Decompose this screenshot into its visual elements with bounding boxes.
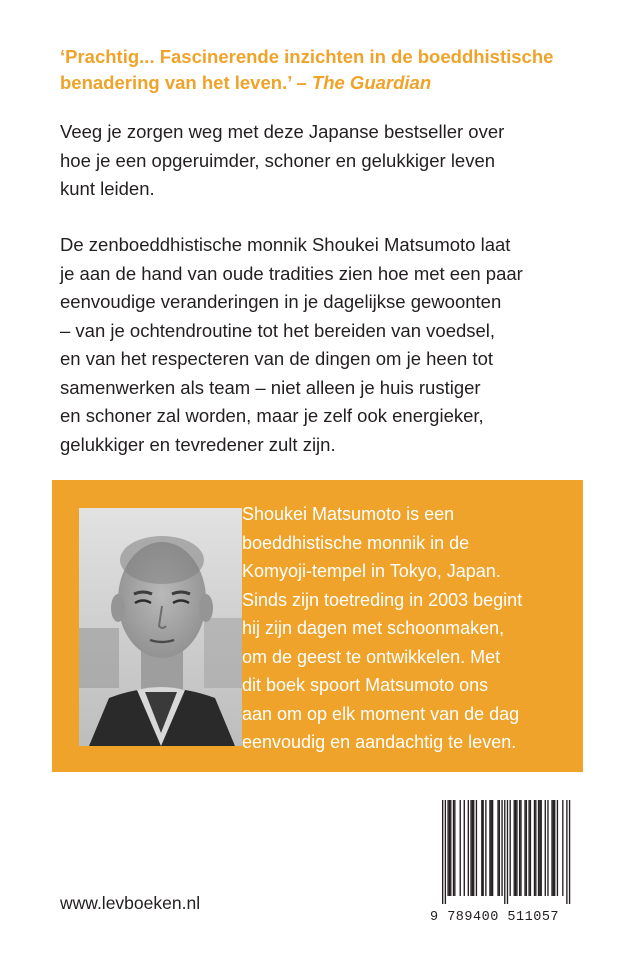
isbn-barcode — [430, 800, 580, 932]
barcode-bar — [445, 800, 446, 904]
barcode-bar — [483, 800, 484, 896]
barcode-bar — [497, 800, 498, 896]
intro-paragraph — [60, 118, 620, 204]
barcode-bar — [504, 800, 505, 904]
quote-line-2: benadering van het leven.’ – — [60, 72, 312, 93]
bio-line: aan om op elk moment van de dag — [242, 703, 520, 724]
barcode-bar — [472, 800, 473, 896]
intro-line: kunt leiden. — [60, 178, 155, 199]
barcode-bar — [515, 800, 516, 896]
barcode-bar — [538, 800, 539, 896]
intro-line: Veeg je zorgen weg met deze Japanse bestseller over — [60, 121, 505, 142]
barcode-bar — [551, 800, 552, 896]
description-line: en schoner zal worden, maar je zelf ook energieker, — [60, 405, 484, 426]
barcode-number: 9 789400 511057 — [430, 910, 560, 925]
barcode-bar — [510, 800, 511, 896]
barcode-bar — [507, 800, 508, 904]
bio-line: boeddhistische monnik in de — [242, 532, 470, 553]
intro-line: hoe je een opgeruimder, schoner en gelukkiger leven — [60, 149, 496, 171]
bio-line: Sinds zijn toetreding in 2003 begint — [242, 589, 523, 610]
barcode-bar — [501, 800, 502, 896]
barcode-bar — [476, 800, 477, 896]
barcode-bar — [539, 800, 540, 896]
description-line: je aan de hand van oude tradities zien hoe met een paar — [60, 262, 523, 284]
author-bio-text — [242, 500, 582, 757]
barcode-bar — [554, 800, 555, 896]
barcode-bar — [541, 800, 542, 896]
barcode-bar — [535, 800, 536, 896]
barcode-bar — [450, 800, 451, 896]
barcode-bar — [481, 800, 482, 896]
barcode-bar — [534, 800, 535, 896]
bio-line: dit boek spoort Matsumoto ons — [242, 675, 489, 695]
barcode-bar — [464, 800, 465, 896]
review-quote — [60, 44, 620, 96]
barcode-bar — [528, 800, 529, 896]
barcode-bar — [566, 800, 567, 904]
barcode-bar — [557, 800, 558, 896]
publisher-website[interactable]: www.levboeken.nl — [60, 893, 201, 913]
author-portrait-image — [79, 508, 242, 746]
barcode-bar — [547, 800, 548, 896]
barcode-bar — [499, 800, 500, 896]
barcode-bar — [460, 800, 461, 896]
barcode-bar — [526, 800, 527, 896]
description-line: eenvoudige veranderingen in je dagelijkse gewoonten — [60, 291, 502, 312]
barcode-bar — [519, 800, 520, 896]
author-bio-box — [52, 480, 583, 772]
description-line: De zenboeddhistische monnik Shoukei Matsumoto laat — [60, 234, 511, 255]
barcode-bar — [530, 800, 531, 896]
barcode-bar — [489, 800, 490, 896]
barcode-bar — [453, 800, 454, 896]
bio-line: om de geest te ontwikkelen. Met — [242, 646, 501, 667]
barcode-bar — [545, 800, 546, 896]
bio-line: Komyoji-tempel in Tokyo, Japan. — [242, 561, 501, 581]
author-photo — [79, 508, 242, 746]
barcode-bar — [569, 800, 570, 904]
barcode-bar — [516, 800, 517, 896]
description-line: samenwerken als team – niet alleen je huis rustiger — [60, 376, 481, 398]
barcode-bar — [470, 800, 471, 896]
barcode-bar — [492, 800, 493, 896]
barcode-bar — [485, 800, 486, 896]
bio-line: eenvoudig en aandachtig te leven. — [242, 732, 517, 752]
barcode-bar — [524, 800, 525, 896]
quote-source: The Guardian — [311, 72, 432, 93]
barcode-bar — [562, 800, 563, 896]
barcode-bar — [468, 800, 469, 896]
bio-line: Shoukei Matsumoto is een — [242, 504, 455, 524]
description-line: en van het respecteren van de dingen om je heen tot — [60, 348, 493, 369]
barcode-bar — [449, 800, 450, 896]
description-paragraph — [60, 231, 620, 459]
barcode-bar — [473, 800, 474, 896]
bio-line: hij zijn dagen met schoonmaken, — [242, 618, 505, 638]
barcode-bar — [447, 800, 448, 896]
description-line: gelukkiger en tevredener zult zijn. — [60, 433, 336, 455]
quote-line-1: ‘Prachtig... Fascinerende inzichten in de boeddhistische — [60, 46, 554, 67]
barcode-bars — [430, 800, 580, 908]
barcode-bar — [454, 800, 455, 896]
barcode-bar — [553, 800, 554, 896]
barcode-bar — [520, 800, 521, 896]
barcode-bar — [491, 800, 492, 896]
barcode-bar — [514, 800, 515, 896]
barcode-bar — [442, 800, 443, 904]
description-line: – van je ochtendroutine tot het bereiden van voedsel, — [60, 319, 496, 341]
